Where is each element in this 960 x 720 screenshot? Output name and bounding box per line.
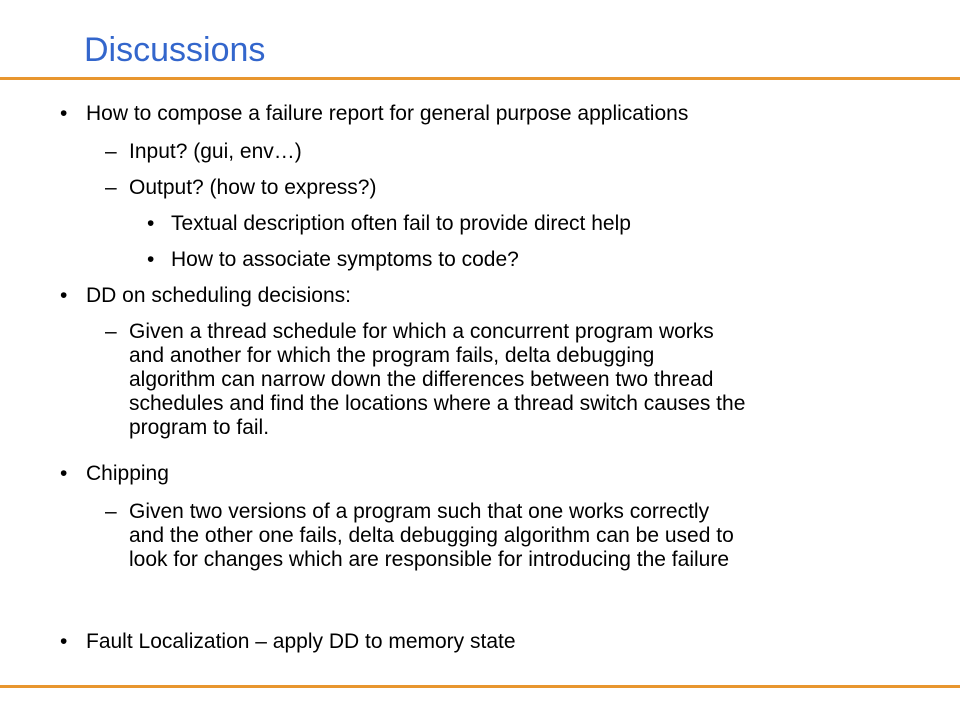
dash-marker: – — [105, 176, 117, 199]
sub-bullet-text-line: and the other one fails, delta debugging algorithm can be used to — [129, 524, 734, 547]
bullet-marker: • — [147, 248, 155, 271]
bullet-text: Chipping — [86, 462, 169, 485]
sub-bullet-text-line: and another for which the program fails, delta debugging — [129, 344, 655, 367]
sub-sub-bullet-text: Textual description often fail to provide direct help — [171, 212, 631, 235]
bullet-text: Fault Localization – apply DD to memory state — [86, 630, 516, 653]
bullet-text: DD on scheduling decisions: — [86, 284, 351, 307]
bottom-divider — [0, 685, 960, 688]
dash-marker: – — [105, 320, 117, 343]
dash-marker: – — [105, 140, 117, 163]
dash-marker: – — [105, 500, 117, 523]
sub-bullet-text: Output? (how to express?) — [129, 176, 377, 199]
sub-sub-bullet-text: How to associate symptoms to code? — [171, 248, 519, 271]
sub-bullet-text-line: schedules and find the locations where a thread switch causes the — [129, 392, 746, 415]
sub-bullet-text-line: algorithm can narrow down the differences between two thread — [129, 368, 714, 391]
bullet-marker: • — [60, 630, 68, 653]
sub-bullet-text-line: Given a thread schedule for which a concurrent program works — [129, 320, 714, 343]
bullet-marker: • — [60, 102, 68, 125]
bullet-text: How to compose a failure report for general purpose applications — [86, 102, 689, 125]
sub-bullet-text: Input? (gui, env…) — [129, 140, 302, 163]
slide-title: Discussions — [84, 31, 266, 69]
sub-bullet-text-line: Given two versions of a program such that one works correctly — [129, 500, 710, 523]
sub-bullet-text-line: program to fail. — [129, 416, 270, 439]
bullet-marker: • — [147, 212, 155, 235]
bullet-marker: • — [60, 284, 68, 307]
bullet-marker: • — [60, 462, 68, 485]
sub-bullet-text-line: look for changes which are responsible for introducing the failure — [129, 548, 730, 571]
